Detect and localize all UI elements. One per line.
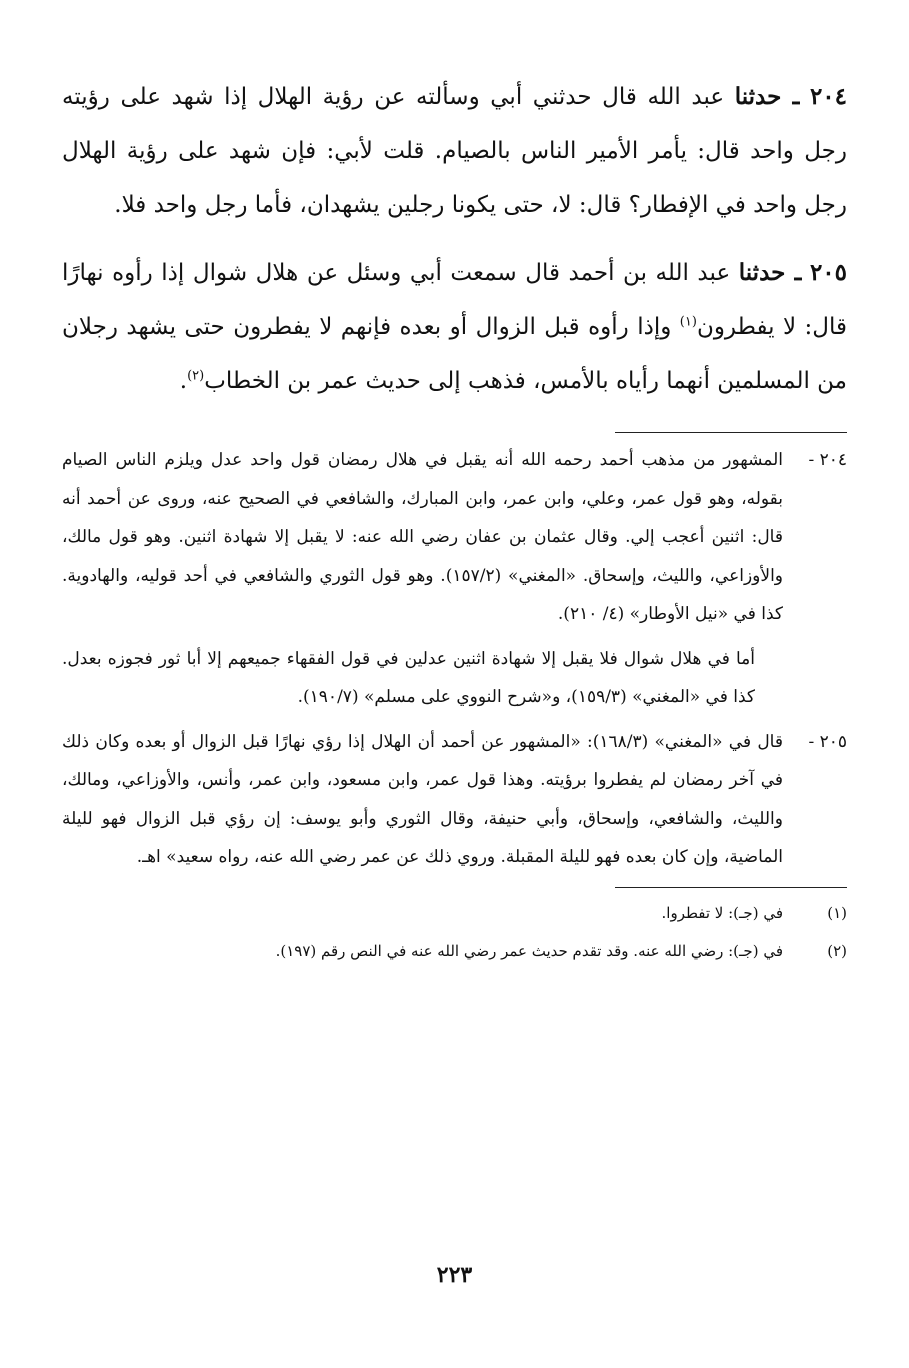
footnote-2 bbox=[62, 932, 847, 970]
commentary-text: أما في هلال شوال فلا يقبل إلا شهادة اثنين عدلين في قول الفقهاء جميعهم إلا أبا ثور فجوزه بعدل. كذا في «المغني» (١٥٩/٣)، و«شرح النووي على مسلم» (١٩٠/٧). bbox=[62, 648, 755, 707]
commentary-text: المشهور من مذهب أحمد رحمه الله أنه يقبل في هلال رمضان قول واحد عدل ويلزم الناس الصيام بقوله، وهو قول عمر، وعلي، وابن عمر، وابن المبارك، والشافعي في الصحيح عنه، وروى عن أحمد أنه قال: اثنين أعجب إلي. وقال عثمان بن عفان رضي الله عنه: لا يقبل إلا شهادة اثنين. وهو قول مالك، والأوزاعي، والليث، وإسحاق. «المغني» (١٥٧/٢). وهو قول الثوري والشافعي في أحد قوليه، والهادوية. كذا في «نيل الأوطار» (٤/ ٢١٠). bbox=[62, 450, 784, 624]
footnote-text: في (جـ): رضي الله عنه. وقد تقدم حديث عمر رضي الله عنه في النص رقم (١٩٧). bbox=[275, 941, 783, 960]
footnote-ref: (٢) bbox=[187, 368, 205, 384]
narration-lead: ـ حدثنا bbox=[734, 83, 800, 110]
narration-text: عبد الله بن أحمد قال سمعت أبي وسئل عن هلال شوال إذا رأوه نهارًا قال: لا يفطرون bbox=[62, 260, 848, 340]
commentary-number: ٢٠٥ - bbox=[808, 731, 847, 752]
narration-number: ٢٠٥ bbox=[809, 259, 847, 286]
footnote-divider bbox=[615, 887, 847, 888]
narration-text: وإذا رأوه قبل الزوال أو بعده فإنهم لا يفطرون حتى يشهد رجلان من المسلمين أنهما رأياه بالأمس، فذهب إلى حديث عمر بن الخطاب bbox=[62, 314, 847, 394]
commentary-204 bbox=[62, 441, 847, 634]
commentary bbox=[62, 441, 847, 877]
footnote-number: (٢) bbox=[827, 941, 847, 960]
footnote-number: (١) bbox=[827, 903, 847, 922]
footnote-ref: (١) bbox=[679, 314, 697, 330]
narration-text: . bbox=[179, 368, 188, 394]
section-divider bbox=[615, 432, 847, 433]
main-text bbox=[62, 70, 847, 408]
commentary-205 bbox=[62, 723, 847, 877]
footnote-text: في (جـ): لا تفطروا. bbox=[661, 903, 783, 922]
narration-lead: ـ حدثنا bbox=[738, 259, 802, 286]
commentary-number: ٢٠٤ - bbox=[808, 450, 847, 470]
footnotes bbox=[62, 894, 847, 970]
narration-205 bbox=[62, 246, 847, 408]
commentary-text: قال في «المغني» (١٦٨/٣): «المشهور عن أحمد أن الهلال إذا رؤي نهارًا قبل الزوال أو بعده وكان ذلك في آخر رمضان لم يفطروا برؤيته. وهذا قول عمر، وابن مسعود، وابن عمر، وأنس، والأوزاعي، ومالك، والليث، والشافعي، وإسحاق، وأبي حنيفة، وقال الثوري وأبو يوسف: إن رؤي قبل الزوال فهو لليلة الماضية، وإن كان بعده فهو لليلة المقبلة. وروي ذلك عن عمر رضي الله عنه، رواه سعيد» اهـ. bbox=[62, 731, 783, 867]
footnote-1 bbox=[62, 894, 847, 932]
commentary-204-continuation bbox=[62, 640, 847, 717]
narration-204 bbox=[62, 70, 847, 232]
page-number: ٢٢٣ bbox=[436, 1262, 473, 1288]
narration-number: ٢٠٤ bbox=[809, 83, 847, 110]
narration-text: عبد الله قال حدثني أبي وسألته عن رؤية الهلال إذا شهد على رؤيته رجل واحد قال: يأمر الأمير الناس بالصيام. قلت لأبي: فإن شهد على رؤية الهلال رجل واحد في الإفطار؟ قال: لا، حتى يكونا رجلين يشهدان، فأما رجل واحد فلا. bbox=[62, 84, 847, 218]
